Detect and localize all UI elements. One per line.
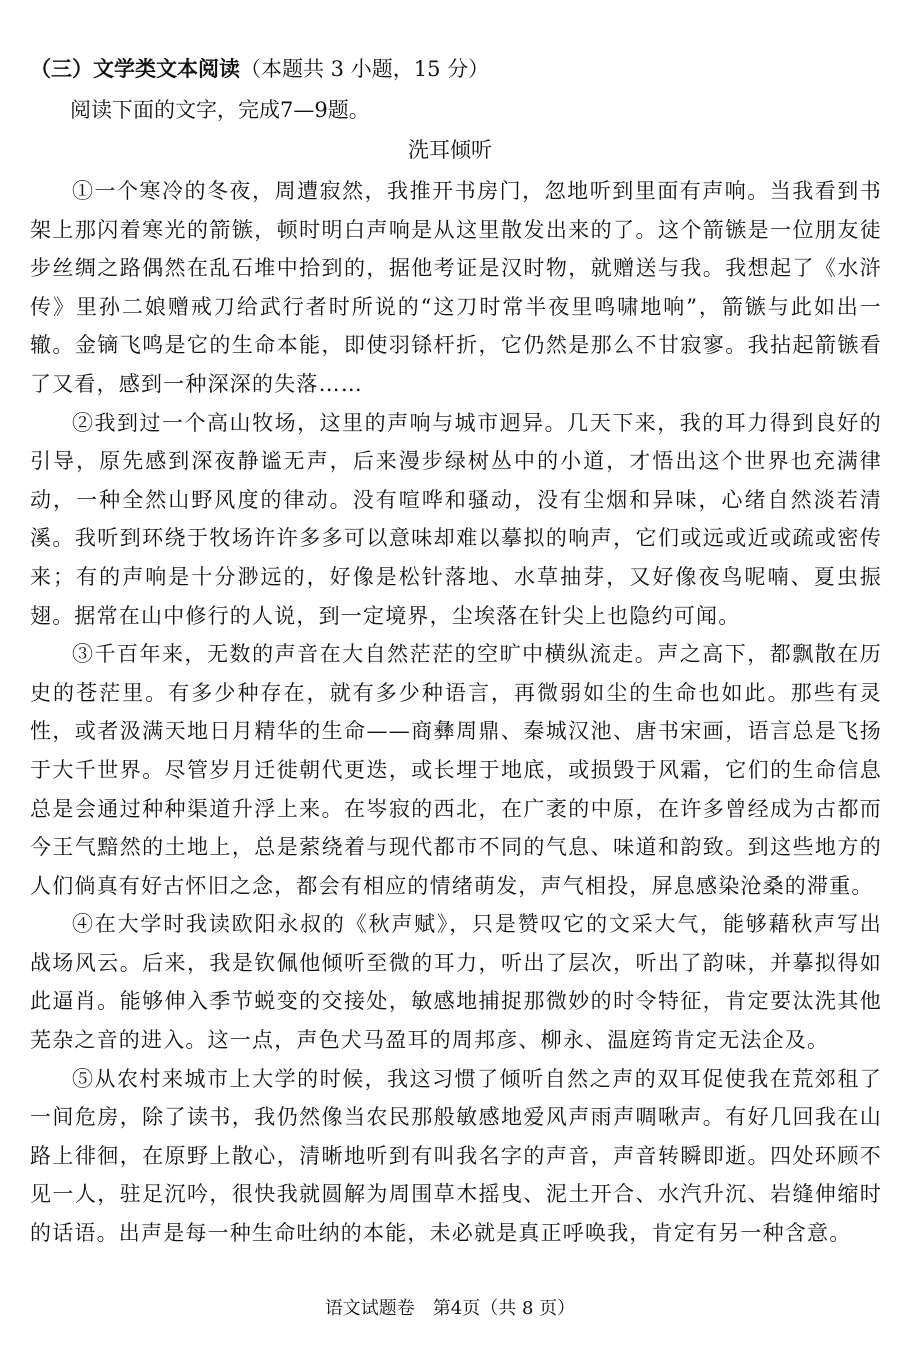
page-footer: 语文试题卷 第4页（共 8 页） xyxy=(324,1298,576,1319)
essay-title: 洗耳倾听 xyxy=(408,138,492,162)
section-note: （本题共 3 小题，15 分） xyxy=(240,57,490,81)
paragraph-5: ⑤从农村来城市上大学的时候，我这习惯了倾听自然之声的双耳促使我在荒郊租了一间危房，除了读书，我仍然像当农民那般敏感地爱风声雨声啁啾声。有好几回我在山路上徘徊，在原野上散心，清晰地听到有叫我名字的声音，声音转瞬即逝。四处环顾不见一人，驻足沉吟，很快我就圆解为周围草木摇曳、泥土开合、水汽升沉、岩缝伸缩时的话语。出声是每一种生命吐纳的本能，未必就是真正呼唤我，肯定有另一种含意。 xyxy=(30,1066,882,1246)
paragraph-1: ①一个寒冷的冬夜，周遭寂然，我推开书房门，忽地听到里面有声响。当我看到书架上那闪着寒光的箭镞，顿时明白声响是从这里散发出来的了。这个箭镞是一位朋友徒步丝绸之路偶然在乱石堆中拾到的，据他考证是汉时物，就赠送与我。我想起了《水浒传》里孙二娘赠戒刀给武行者时所说的“这刀时常半夜里鸣啸地响”，箭镞与此如出一辙。金镝飞鸣是它的生命本能，即使羽铩杆折，它仍然是那么不甘寂寥。我拈起箭镞看了又看，感到一种深深的失落…… xyxy=(30,179,882,396)
paragraph-2: ②我到过一个高山牧场，这里的声响与城市迥异。几天下来，我的耳力得到良好的引导，原先感到深夜静谧无声，后来漫步绿树丛中的小道，才悟出这个世界也充满律动，一种全然山野风度的律动。没有喧哗和骚动，没有尘烟和异味，心绪自然淡若清溪。我听到环绕于牧场许许多多可以意味却难以摹拟的响声，它们或远或近或疏或密传来；有的声响是十分渺远的，好像是松针落地、水草抽芽，又好像夜鸟呢喃、夏虫振翅。据常在山中修行的人说，到一定境界，尘埃落在针尖上也隐约可闻。 xyxy=(30,410,882,628)
paragraph-3: ③千百年来，无数的声音在大自然茫茫的空旷中横纵流走。声之高下，都飘散在历史的苍茫里。有多少种存在，就有多少种语言，再微弱如尘的生命也如此。那些有灵性，或者汲满天地日月精华的生命——商彝周鼎、秦城汉池、唐书宋画，语言总是飞扬于大千世界。尽管岁月迁徙朝代更迭，或长埋于地底，或损毁于风霜，它们的生命信息总是会通过种种渠道升浮上来。在岑寂的西北，在广袤的中原，在许多曾经成为古都而今王气黯然的土地上，总是萦绕着与现代都市不同的气息、味道和韵致。到这些地方的人们倘真有好古怀旧之念，都会有相应的情绪萌发，声气相投，屏息感染沧桑的滞重。 xyxy=(30,642,882,898)
section-heading xyxy=(30,52,870,86)
section-label: （三）文学类文本阅读 xyxy=(30,56,240,81)
essay-body xyxy=(30,172,882,1253)
instruction: 阅读下面的文字，完成7—9题。 xyxy=(70,98,370,122)
paragraph-4: ④在大学时我读欧阳永叔的《秋声赋》，只是赞叹它的文采大气，能够藉秋声写出战场风云。后来，我是钦佩他倾听至微的耳力，听出了层次，听出了韵味，并摹拟得如此逼肖。能够伸入季节蜕变的交接处，敏感地捕捉那微妙的时令特征，肯定要汰洗其他芜杂之音的进入。这一点，声色犬马盈耳的周邦彦、柳永、温庭筠肯定无法企及。 xyxy=(30,912,882,1053)
